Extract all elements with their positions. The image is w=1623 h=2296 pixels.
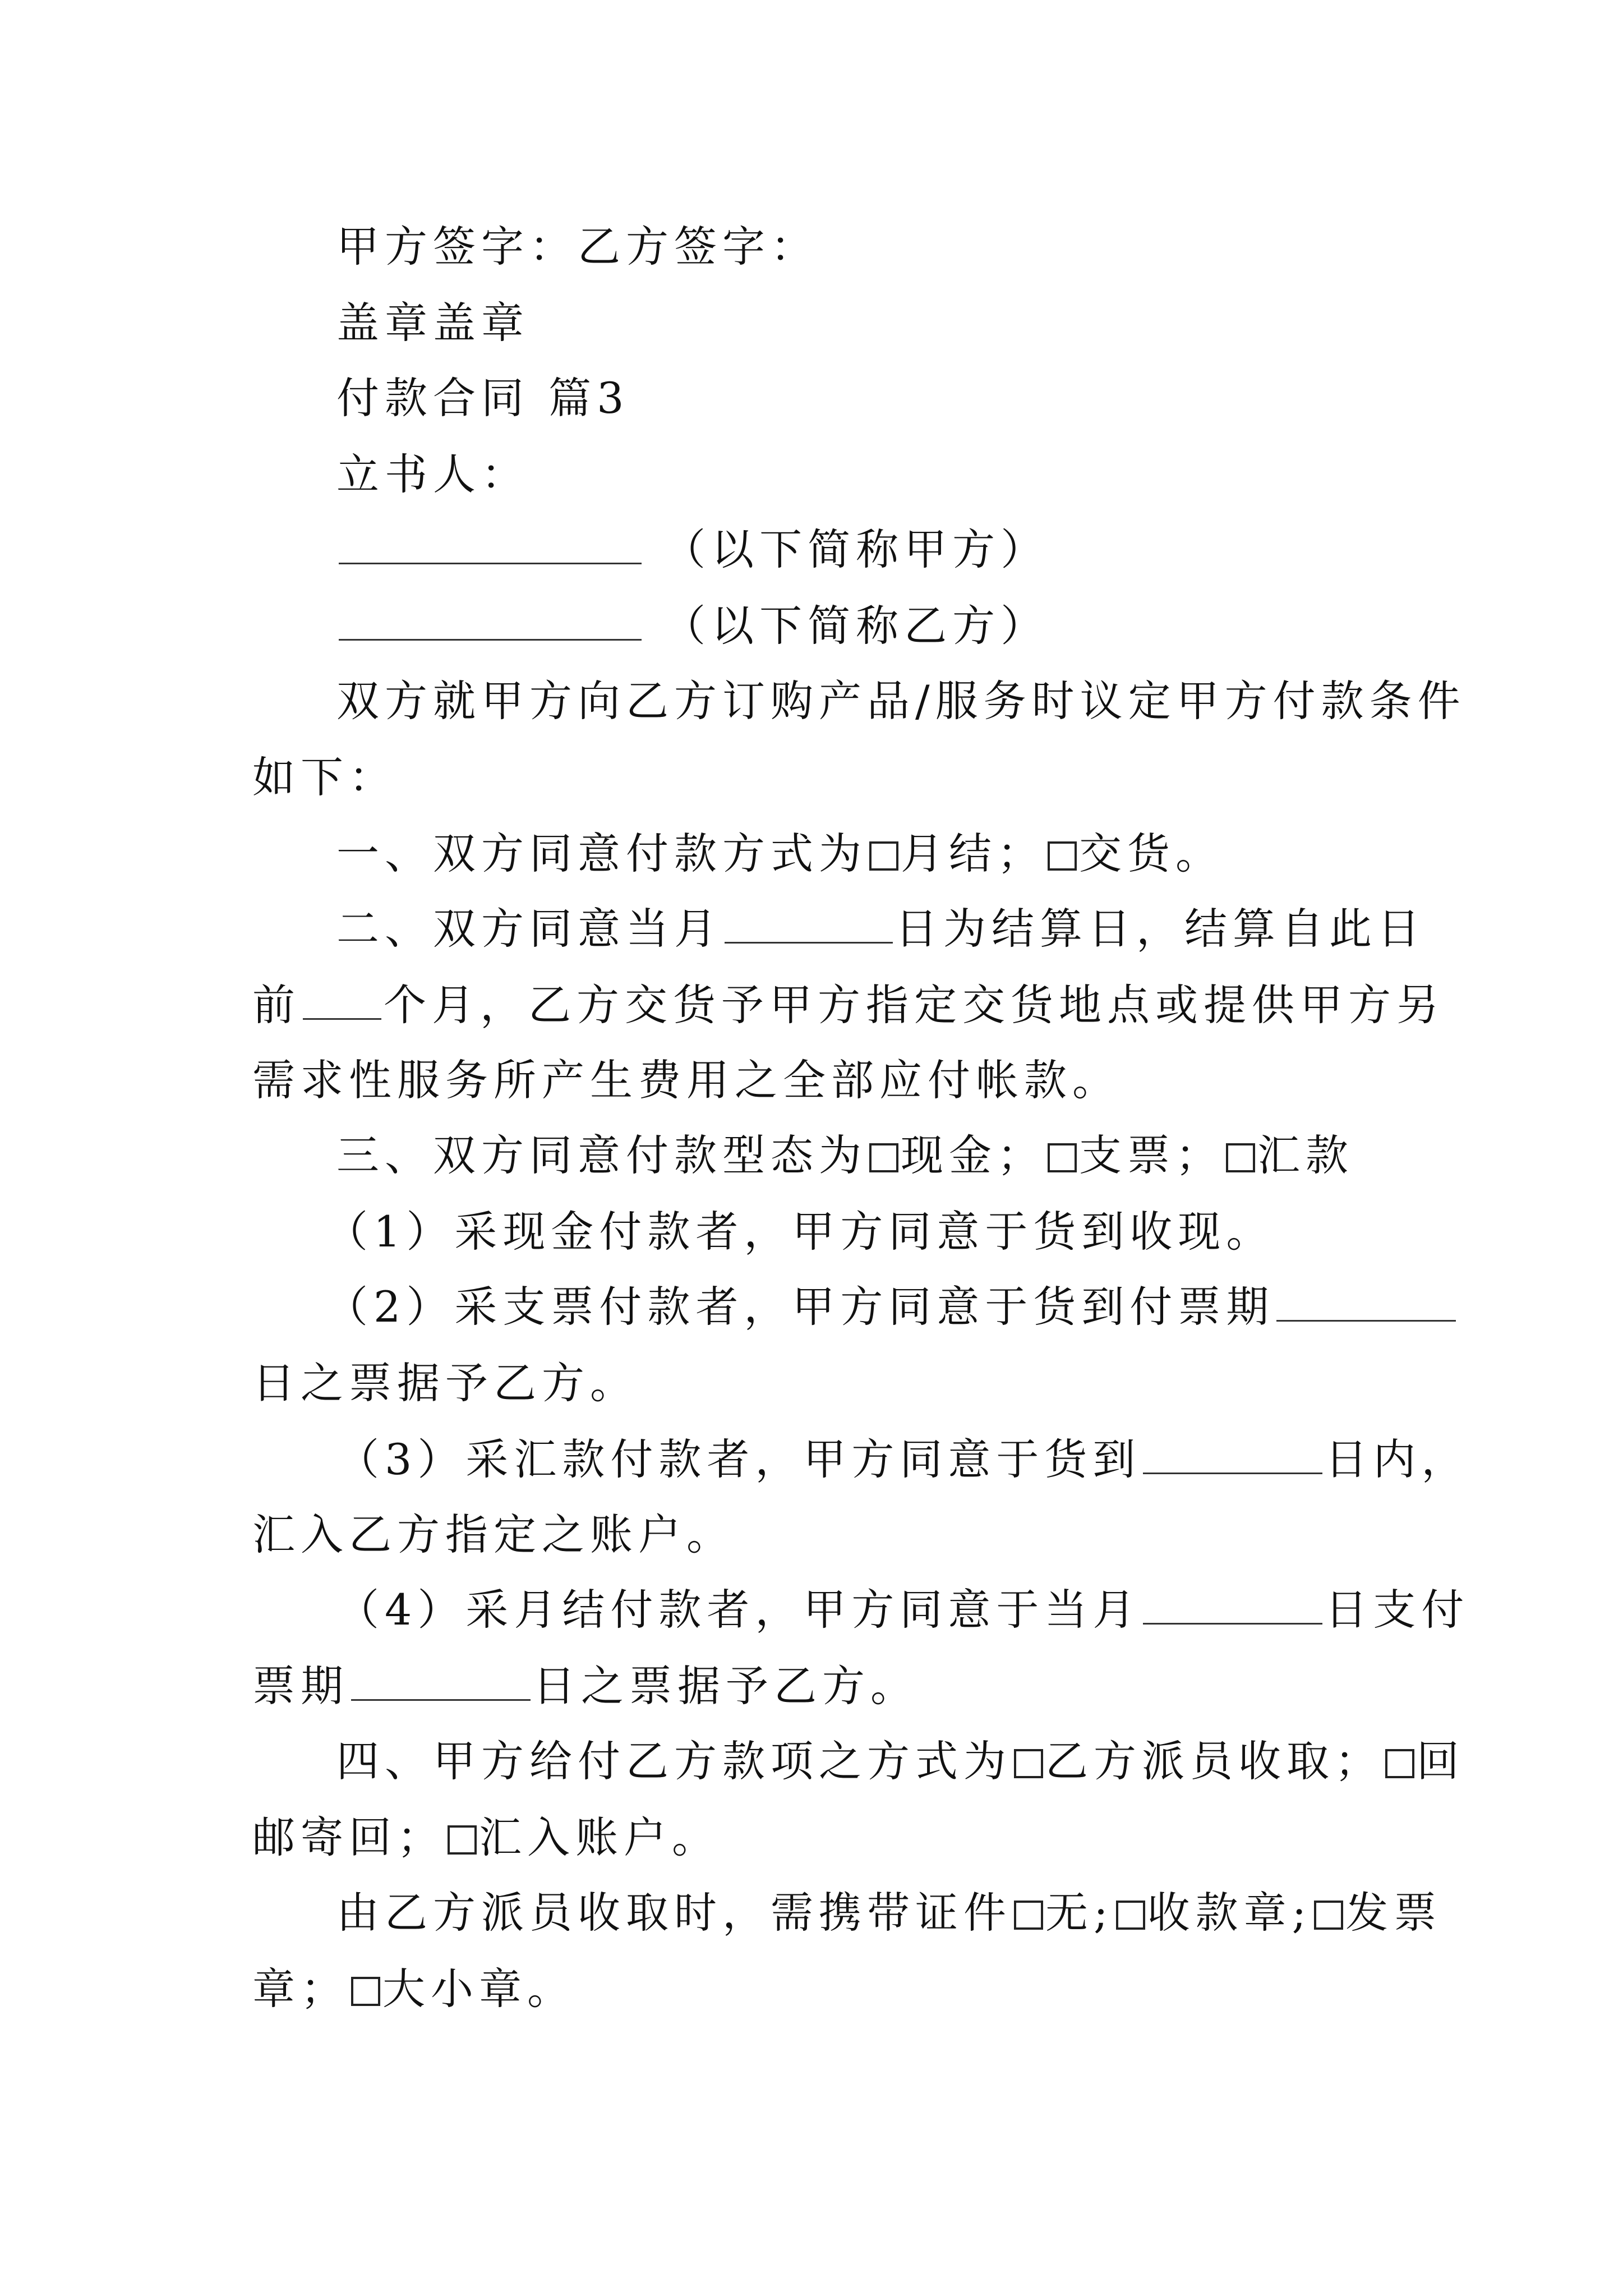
sub-4-line-2 [252, 1659, 919, 1713]
ticket-term-blank [351, 1664, 531, 1701]
clause-3-line [336, 1129, 1354, 1182]
option-size-seal-label: 大小章。 [382, 1964, 575, 2014]
clause-1-text: 一、双方同意付款方式为 [336, 829, 867, 878]
credentials-line-2 [252, 1962, 575, 2016]
option-remit-account-label: 汇入账户。 [479, 1812, 720, 1862]
sub-4-text-b: 日支付 [1325, 1585, 1470, 1635]
option-mail-return-label-b: 邮寄回； [252, 1812, 445, 1862]
check-term-blank [1276, 1285, 1456, 1322]
sub-1-text: （1）采现金付款者，甲方同意于货到收现。 [325, 1207, 1275, 1257]
remit-days-blank [1143, 1438, 1322, 1474]
intro-text-1: 双方就甲方向乙方订购产品/服务时议定甲方付款条件 [336, 676, 1466, 726]
settlement-day-blank [725, 907, 893, 944]
checkbox-remittance [1226, 1143, 1255, 1172]
checkbox-size-seal [351, 1977, 380, 2006]
party-a-blank [339, 528, 642, 564]
checkbox-none [1014, 1901, 1043, 1930]
clause-2-text-d: 个月，乙方交货予甲方指定交货地点或提供甲方另 [384, 980, 1445, 1030]
sub-1-line [325, 1205, 1274, 1259]
checkbox-check [1048, 1143, 1077, 1172]
sub-3-text-a: （3）采汇款付款者，甲方同意于货到 [336, 1434, 1141, 1484]
intro-text-2: 如下： [252, 752, 397, 802]
credentials-line-1 [336, 1886, 1442, 1940]
option-mail-return-label-a: 回 [1417, 1736, 1465, 1786]
clause-2-line-1 [336, 902, 1426, 956]
party-b-blank [339, 604, 642, 641]
checkbox-cash [869, 1143, 898, 1172]
sub-3-line-2 [252, 1508, 735, 1562]
sub-4-text-c: 票期 [252, 1661, 349, 1711]
sub-2-text-b: 日之票据予乙方。 [252, 1358, 638, 1408]
party-a-line [336, 523, 1049, 577]
sub-4-line-1 [336, 1583, 1469, 1637]
section-heading [336, 371, 630, 425]
clause-4-text-a: 四、甲方给付乙方款项之方式为 [336, 1736, 1012, 1786]
sub-4-text-a: （4）采月结付款者，甲方同意于当月 [336, 1585, 1141, 1635]
clause-2-line-2 [252, 978, 1445, 1032]
clause-2-text-b: 日为结算日，结算自此日 [895, 904, 1426, 954]
checkbox-monthly [869, 841, 898, 871]
option-monthly-label: 月结； [901, 829, 1045, 878]
checkbox-staff-collect [1014, 1749, 1043, 1778]
option-check-label: 支票； [1079, 1130, 1224, 1180]
clause-2-text-c: 前 [252, 980, 301, 1030]
checkbox-invoice-seal [1314, 1901, 1343, 1930]
option-receipt-seal-label: 收款章; [1147, 1888, 1312, 1938]
clause-4-line-1 [336, 1734, 1465, 1788]
clause-1-line [336, 827, 1224, 881]
credentials-text: 由乙方派员收取时，需携带证件 [336, 1888, 1012, 1938]
clause-2-text-a: 二、双方同意当月 [336, 904, 722, 954]
sub-3-line-1 [336, 1433, 1469, 1487]
sub-3-text-b: 日内， [1325, 1434, 1470, 1484]
clause-2-line-3 [252, 1053, 1121, 1107]
sub-4-text-d: 日之票据予乙方。 [533, 1661, 919, 1711]
monthly-day-blank [1143, 1588, 1322, 1625]
intro-line-1 [336, 674, 1466, 728]
intro-line-2 [252, 751, 397, 804]
clause-3-text: 三、双方同意付款型态为 [336, 1130, 867, 1180]
party-b-line [336, 599, 1049, 653]
sub-2-line-1 [325, 1280, 1458, 1334]
option-invoice-seal-label-a: 发票 [1345, 1888, 1442, 1938]
option-none-label: 无; [1045, 1888, 1114, 1938]
signature-text: 甲方签字：乙方签字： [336, 222, 819, 272]
option-cash-label: 现金； [901, 1130, 1045, 1180]
clause-2-text-e: 需求性服务所产生费用之全部应付帐款。 [252, 1055, 1121, 1105]
option-remittance-label: 汇款 [1257, 1130, 1354, 1180]
sub-2-text-a: （2）采支票付款者，甲方同意于货到付票期 [325, 1282, 1275, 1332]
issuer-text: 立书人： [336, 449, 529, 499]
party-a-text: （以下简称甲方） [663, 524, 1049, 574]
party-b-text: （以下简称乙方） [663, 601, 1049, 651]
seal-line [336, 296, 529, 350]
option-delivery-label: 交货。 [1079, 829, 1224, 878]
heading-text: 付款合同 篇3 [336, 373, 630, 423]
option-staff-collect-label: 乙方派员收取； [1045, 1736, 1383, 1786]
option-invoice-seal-label-b: 章； [252, 1964, 349, 2014]
seal-text: 盖章盖章 [336, 298, 529, 348]
checkbox-mail-return [1385, 1749, 1414, 1778]
sub-3-text-c: 汇入乙方指定之账户。 [252, 1510, 735, 1559]
months-blank [303, 983, 381, 1020]
signature-line [336, 220, 819, 274]
checkbox-receipt-seal [1116, 1901, 1145, 1930]
clause-4-line-2 [252, 1811, 720, 1865]
issuer-line [336, 448, 529, 501]
checkbox-remit-account [448, 1825, 477, 1855]
sub-2-line-2 [252, 1356, 638, 1410]
checkbox-delivery [1048, 841, 1077, 871]
